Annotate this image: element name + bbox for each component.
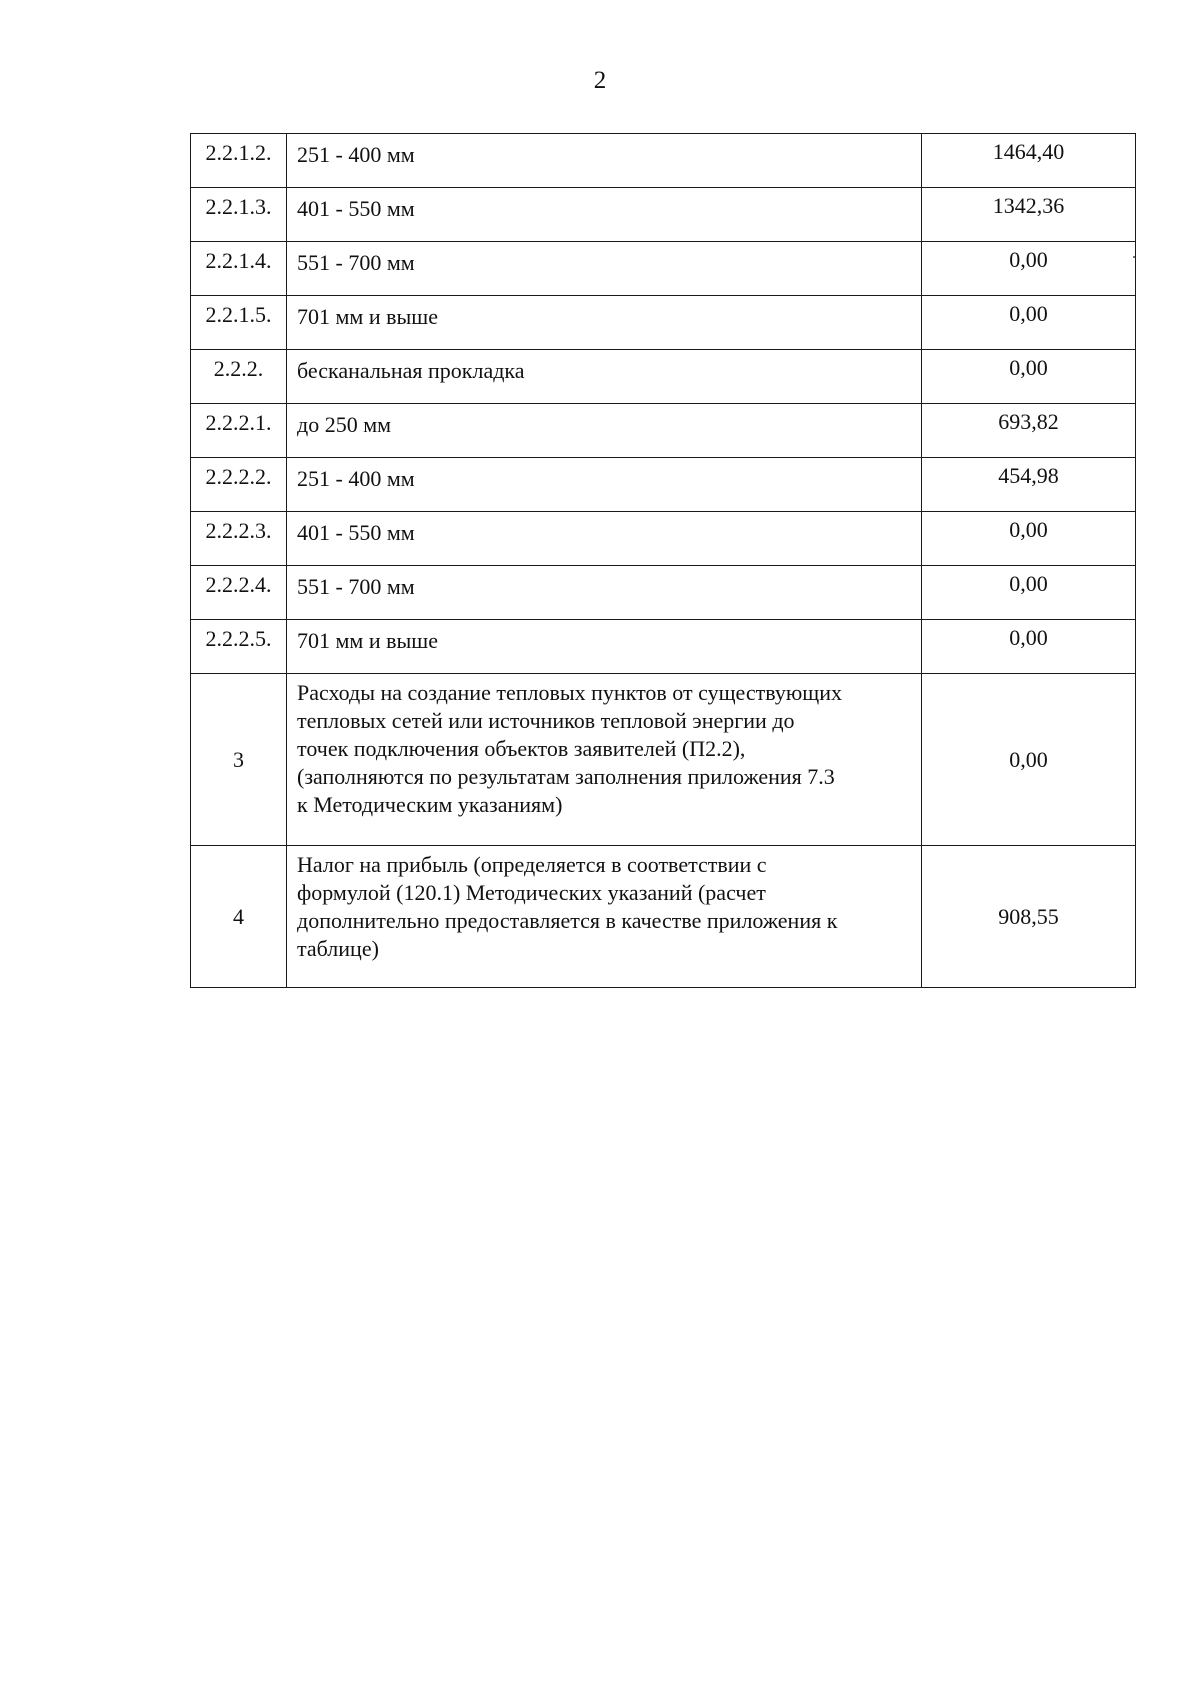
row-description: 401 - 550 мм bbox=[287, 188, 922, 242]
description-line: к Методическим указаниям) bbox=[297, 792, 563, 817]
row-value: 908,55 bbox=[922, 846, 1136, 988]
row-number: 2.2.2.2. bbox=[191, 458, 287, 512]
row-number: 2.2.1.2. bbox=[191, 134, 287, 188]
row-value: 0,00 bbox=[922, 674, 1136, 846]
row-value: 454,98 bbox=[922, 458, 1136, 512]
row-value: 0,00 bbox=[922, 566, 1136, 620]
row-value: 693,82 bbox=[922, 404, 1136, 458]
description-line: Налог на прибыль (определяется в соответствии с bbox=[297, 852, 767, 877]
row-number: 2.2.2.4. bbox=[191, 566, 287, 620]
row-description: 701 мм и выше bbox=[287, 296, 922, 350]
row-number: 2.2.1.4. bbox=[191, 242, 287, 296]
row-number: 3 bbox=[191, 674, 287, 846]
page-number: 2 bbox=[593, 67, 607, 94]
row-number: 2.2.2.5. bbox=[191, 620, 287, 674]
table-row bbox=[191, 188, 1136, 242]
table-row bbox=[191, 404, 1136, 458]
description-line: дополнительно предоставляется в качестве приложения к bbox=[297, 908, 838, 933]
row-number: 2.2.2.3. bbox=[191, 512, 287, 566]
table-row bbox=[191, 134, 1136, 188]
row-description: 551 - 700 мм bbox=[287, 566, 922, 620]
row-description bbox=[287, 846, 922, 988]
row-description: до 250 мм bbox=[287, 404, 922, 458]
description-line: таблице) bbox=[297, 936, 379, 961]
row-description: 701 мм и выше bbox=[287, 620, 922, 674]
row-value: 0,00 bbox=[922, 350, 1136, 404]
row-number: 4 bbox=[191, 846, 287, 988]
row-value: 0,00 bbox=[922, 242, 1136, 296]
table-row bbox=[191, 350, 1136, 404]
row-description bbox=[287, 674, 922, 846]
table-row bbox=[191, 242, 1136, 296]
table-row bbox=[191, 846, 1136, 988]
row-value: 0,00 bbox=[922, 296, 1136, 350]
description-line: (заполняются по результатам заполнения приложения 7.3 bbox=[297, 764, 835, 789]
row-value: 1342,36 bbox=[922, 188, 1136, 242]
table-row bbox=[191, 620, 1136, 674]
row-description: 251 - 400 мм bbox=[287, 458, 922, 512]
row-value: 0,00 bbox=[922, 512, 1136, 566]
row-value: 0,00 bbox=[922, 620, 1136, 674]
row-description: 401 - 550 мм bbox=[287, 512, 922, 566]
description-line: точек подключения объектов заявителей (П2.2), bbox=[297, 736, 746, 761]
row-description: 551 - 700 мм bbox=[287, 242, 922, 296]
row-number: 2.2.1.5. bbox=[191, 296, 287, 350]
table-row bbox=[191, 458, 1136, 512]
description-line: Расходы на создание тепловых пунктов от существующих bbox=[297, 680, 843, 705]
table-row bbox=[191, 512, 1136, 566]
row-value: 1464,40 bbox=[922, 134, 1136, 188]
row-number: 2.2.1.3. bbox=[191, 188, 287, 242]
description-line: формулой (120.1) Методических указаний (расчет bbox=[297, 880, 766, 905]
description-line: тепловых сетей или источников тепловой энергии до bbox=[297, 708, 795, 733]
row-number: 2.2.2. bbox=[191, 350, 287, 404]
row-description: 251 - 400 мм bbox=[287, 134, 922, 188]
table-row bbox=[191, 674, 1136, 846]
table-row bbox=[191, 566, 1136, 620]
row-number: 2.2.2.1. bbox=[191, 404, 287, 458]
cost-table bbox=[190, 133, 1136, 988]
row-description: бесканальная прокладка bbox=[287, 350, 922, 404]
table-row bbox=[191, 296, 1136, 350]
